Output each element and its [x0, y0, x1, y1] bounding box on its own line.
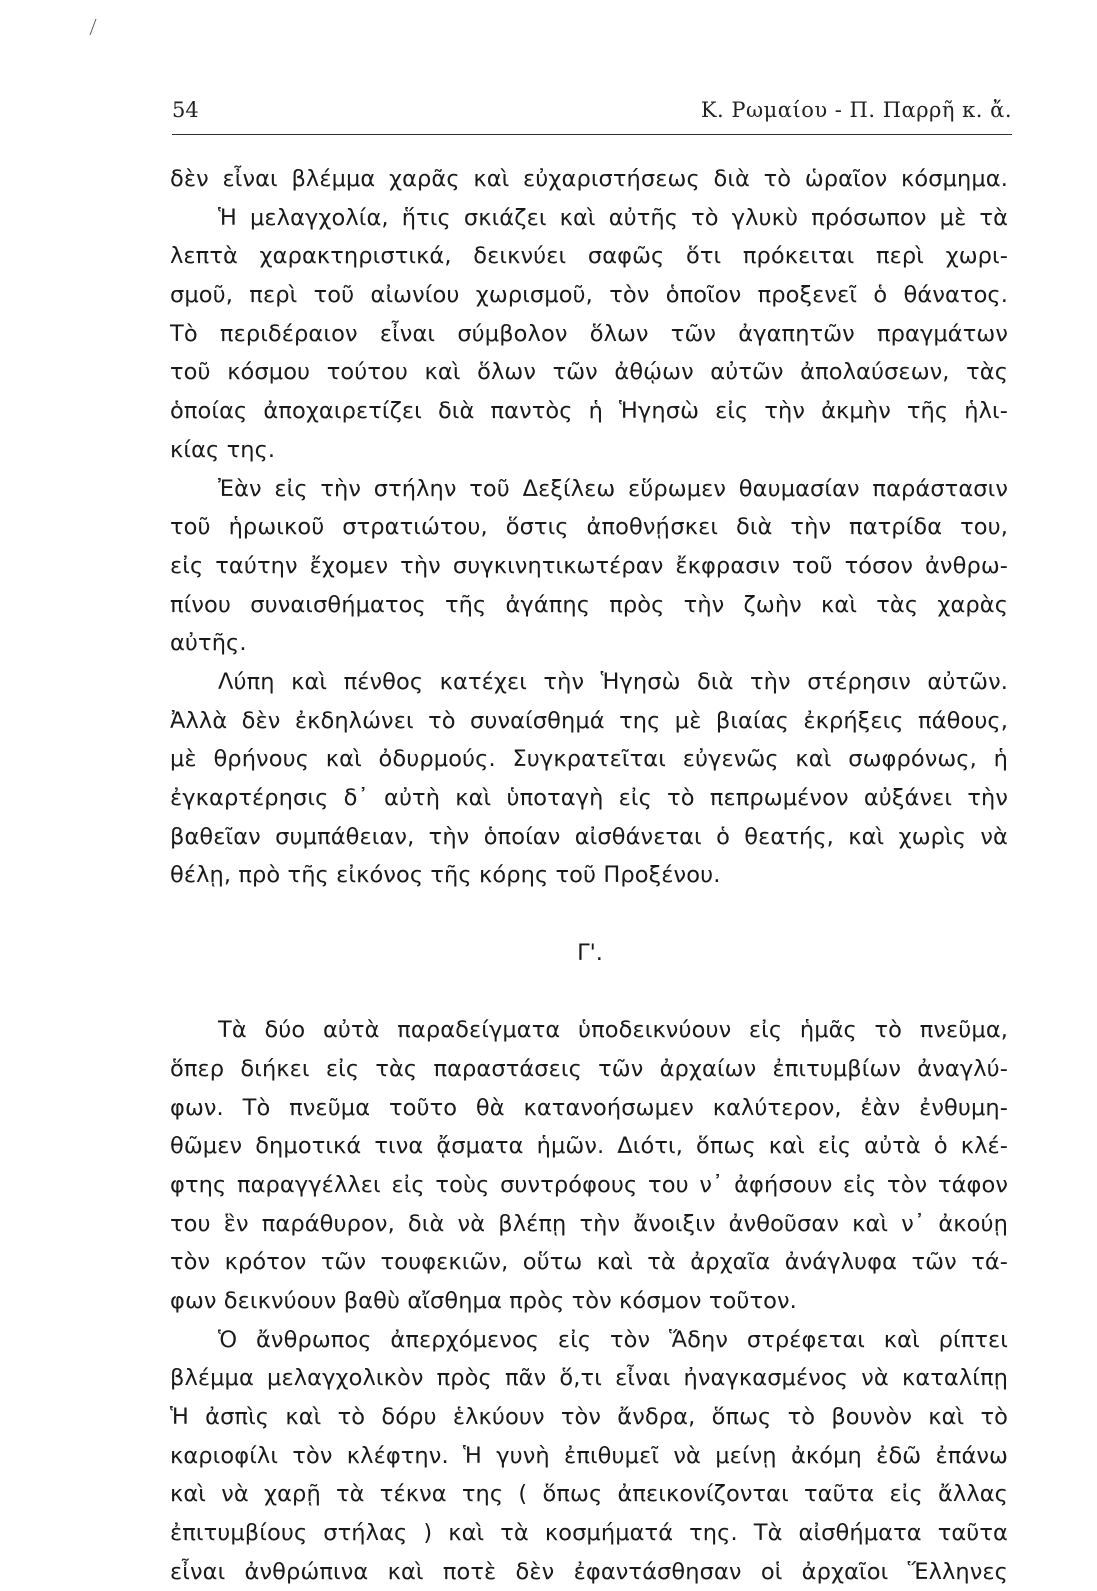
- text-line: ὅπερ διήκει εἰς τὰς παραστάσεις τῶν ἀρχαίων ἐπιτυμβίων ἀναγλύ-: [170, 1055, 1008, 1082]
- section-heading: Γ'.: [577, 939, 603, 966]
- text-line: βλέμμα μελαγχολικὸν πρὸς πᾶν ὅ,τι εἶναι ἠναγκασμένος νὰ καταλίπῃ: [170, 1365, 1008, 1392]
- paragraph-block-1: [170, 160, 1008, 895]
- text-line: μὲ θρήνους καὶ ὀδυρμούς. Συγκρατεῖται εὐγενῶς καὶ σωφρόνως, ἡ: [170, 746, 1008, 773]
- text-line: Ὁ ἄνθρωπος ἀπερχόμενος εἰς τὸν Ἅδην στρέφεται καὶ ρίπτει: [218, 1326, 1008, 1353]
- text-line: Ἐὰν εἰς τὴν στήλην τοῦ Δεξίλεω εὕρωμεν θαυμασίαν παράστασιν: [218, 475, 1008, 502]
- text-line: Τὸ περιδέραιον εἶναι σύμβολον ὅλων τῶν ἀγαπητῶν πραγμάτων: [170, 320, 1008, 347]
- text-line: αὐτῆς.: [170, 630, 247, 657]
- text-line: φτης παραγγέλλει εἰς τοὺς συντρόφους του ν᾿ ἀφήσουν εἰς τὸν τάφον: [170, 1171, 1008, 1198]
- text-line: κίας της.: [170, 436, 276, 463]
- text-line: τὸν κρότον τῶν τουφεκιῶν, οὕτω καὶ τὰ ἀρχαῖα ἀνάγλυφα τῶν τά-: [170, 1249, 1008, 1276]
- text-line: Ἡ ἀσπὶς καὶ τὸ δόρυ ἑλκύουν τὸν ἄνδρα, ὅπως τὸ βουνὸν καὶ τὸ: [170, 1404, 1008, 1430]
- text-line: Ἀλλὰ δὲν ἐκδηλώνει τὸ συναίσθημά της μὲ βιαίας ἐκρήξεις πάθους,: [170, 707, 1008, 734]
- text-line: φων. Τὸ πνεῦμα τοῦτο θὰ κατανοήσωμεν καλύτερον, ἐὰν ἐνθυμη-: [170, 1094, 1008, 1121]
- text-line: του ἓν παράθυρον, διὰ νὰ βλέπῃ τὴν ἄνοιξιν ἀνθοῦσαν καὶ ν᾿ ἀκούῃ: [170, 1210, 1008, 1237]
- running-head: Κ. Ρωμαίου - Π. Παρρῆ κ. ἄ.: [700, 98, 1012, 122]
- text-line: ἐγκαρτέρησις δ᾿ αὐτὴ καὶ ὑποταγὴ εἰς τὸ πεπρωμένον αὐξάνει τὴν: [170, 785, 1008, 811]
- paragraph-block-2: [170, 1011, 1008, 1591]
- section-spacer-top: [170, 895, 1008, 934]
- text-line: βαθεῖαν συμπάθειαν, τὴν ὁποίαν αἰσθάνεται ὁ θεατής, καὶ χωρὶς νὰ: [170, 823, 1008, 850]
- body-text: [170, 160, 1008, 1591]
- text-line: εἰς ταύτην ἔχομεν τὴν συγκινητικωτέραν ἔκφρασιν τοῦ τόσον ἀνθρω-: [170, 552, 1008, 579]
- text-line: τοῦ ἡρωικοῦ στρατιώτου, ὅστις ἀποθνῄσκει διὰ τὴν πατρίδα του,: [170, 514, 1008, 541]
- text-line: φων δεικνύουν βαθὺ αἴσθημα πρὸς τὸν κόσμον τοῦτον.: [170, 1287, 797, 1314]
- page-number: 54: [172, 98, 199, 122]
- text-line: Λύπη καὶ πένθος κατέχει τὴν Ἡγησὼ διὰ τὴν στέρησιν αὐτῶν.: [218, 668, 1008, 695]
- text-line: καὶ νὰ χαρῇ τὰ τέκνα της ( ὅπως ἀπεικονίζονται ταῦτα εἰς ἄλλας: [170, 1481, 1008, 1508]
- text-line: τοῦ κόσμου τούτου καὶ ὅλων τῶν ἀθῴων αὐτῶν ἀπολαύσεων, τὰς: [170, 359, 1008, 386]
- text-line: Ἡ μελαγχολία, ἥτις σκιάζει καὶ αὐτῆς τὸ γλυκὺ πρόσωπον μὲ τὰ: [218, 204, 1008, 231]
- text-line: καριοφίλι τὸν κλέφτην. Ἡ γυνὴ ἐπιθυμεῖ νὰ μείνῃ ἀκόμη ἐδῶ ἐπάνω: [170, 1442, 1008, 1469]
- text-line: σμοῦ, περὶ τοῦ αἰωνίου χωρισμοῦ, τὸν ὁποῖον προξενεῖ ὁ θάνατος.: [170, 282, 1008, 309]
- text-line: ἐπιτυμβίους στήλας ) καὶ τὰ κοσμήματά της. Τὰ αἰσθήματα ταῦτα: [170, 1520, 1008, 1547]
- text-line: θῶμεν δημοτικά τινα ᾄσματα ἡμῶν. Διότι, ὅπως καὶ εἰς αὐτὰ ὁ κλέ-: [170, 1133, 1008, 1160]
- text-line: δὲν εἶναι βλέμμα χαρᾶς καὶ εὐχαριστήσεως διὰ τὸ ὡραῖον κόσμημα.: [170, 166, 1008, 192]
- pencil-mark: [88, 18, 98, 36]
- header-rule: [172, 134, 1012, 135]
- text-line: Τὰ δύο αὐτὰ παραδείγματα ὑποδεικνύουν εἰς ἡμᾶς τὸ πνεῦμα,: [218, 1017, 1008, 1044]
- text-line: λεπτὰ χαρακτηριστικά, δεικνύει σαφῶς ὅτι πρόκειται περὶ χωρι-: [170, 243, 1008, 270]
- section-spacer-bottom: [170, 972, 1008, 1011]
- text-line: εἶναι ἀνθρώπινα καὶ ποτὲ δὲν ἐφαντάσθησαν οἱ ἀρχαῖοι Ἕλληνες: [170, 1558, 1008, 1585]
- text-line: ὁποίας ἀποχαιρετίζει διὰ παντὸς ἡ Ἡγησὼ εἰς τὴν ἀκμὴν τῆς ἡλι-: [170, 398, 1008, 425]
- text-line: πίνου συναισθήματος τῆς ἀγάπης πρὸς τὴν ζωὴν καὶ τὰς χαρὰς: [170, 591, 1008, 618]
- text-line: θέλῃ, πρὸ τῆς εἰκόνος τῆς κόρης τοῦ Προξένου.: [170, 862, 721, 889]
- page-header: [172, 98, 1012, 128]
